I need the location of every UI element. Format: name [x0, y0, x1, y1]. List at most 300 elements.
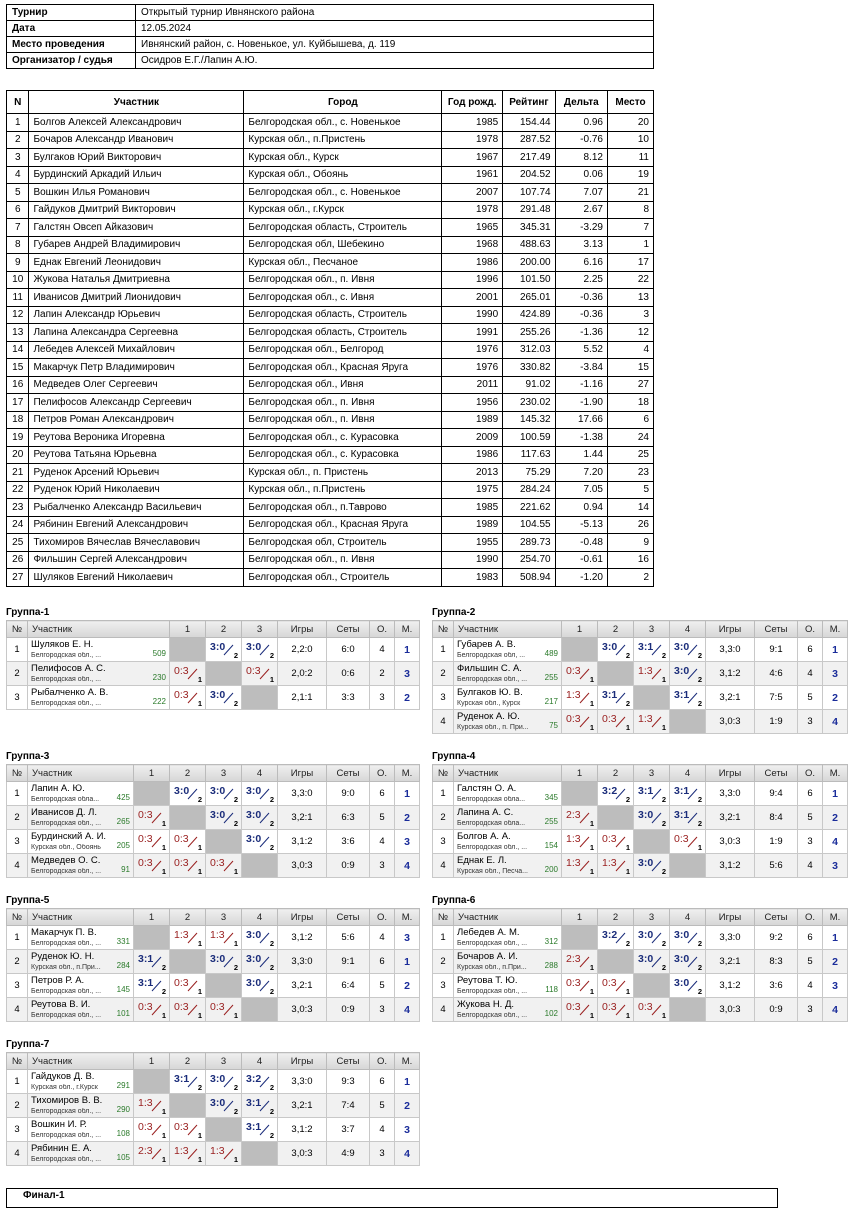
header-participant: Участник	[454, 909, 562, 926]
participant-cell: Бурдинский Аркадий Ильич	[29, 166, 244, 184]
participant-cell: 21	[7, 464, 29, 482]
participant-cell: -1.16	[555, 376, 607, 394]
player-points: 3	[370, 998, 395, 1022]
match-cell	[206, 1142, 242, 1166]
participant-cell: Реутова Вероника Игоревна	[29, 429, 244, 447]
match-points: 1	[161, 819, 166, 828]
match-score: 3:0	[674, 977, 690, 989]
player-rating: 91	[121, 865, 130, 874]
participant-cell: 6	[607, 411, 653, 429]
match-score: 1:3	[210, 1145, 225, 1157]
group-player-row	[7, 998, 420, 1022]
match-score: 1:3	[174, 929, 189, 941]
match-cell	[670, 806, 706, 830]
player-city: Белгородская обл., ...	[31, 939, 102, 947]
match-cell	[170, 854, 206, 878]
player-games: 3,3:0	[278, 1070, 327, 1094]
participant-cell: Белгородская обл., п. Ивня	[244, 394, 442, 412]
participant-cell: 7	[7, 219, 29, 237]
match-cell	[242, 662, 278, 686]
group-table	[6, 1052, 420, 1166]
player-name: Вошкин И. Р.	[31, 1120, 87, 1130]
player-rating: 425	[116, 793, 130, 802]
group-player-row	[433, 998, 848, 1022]
score-slash	[259, 980, 270, 992]
match-result	[170, 1118, 205, 1141]
participant-cell: -0.76	[555, 131, 607, 149]
match-score: 3:2	[246, 1073, 262, 1085]
header-opponent-number: 1	[562, 765, 598, 782]
match-cell	[598, 974, 634, 998]
match-result	[598, 710, 633, 733]
participant-cell: 154.44	[503, 114, 555, 132]
score-slash	[187, 692, 198, 704]
match-points: 2	[625, 939, 630, 948]
player-place: 2	[395, 686, 420, 710]
group-header-row	[7, 621, 420, 638]
match-points: 1	[589, 867, 594, 876]
match-cell	[562, 854, 598, 878]
match-points: 2	[161, 963, 166, 972]
match-result	[206, 926, 241, 949]
header-opponent-number: 4	[242, 765, 278, 782]
match-result	[670, 638, 705, 661]
match-score: 0:3	[566, 665, 581, 677]
player-points: 6	[798, 638, 823, 662]
header-opponent-number: 4	[670, 621, 706, 638]
player-number: 2	[7, 662, 28, 686]
match-cell	[242, 1070, 278, 1094]
participant-cell: Курская обл., г.Курск	[244, 201, 442, 219]
match-score: 0:3	[566, 977, 581, 989]
participant-cell: -0.36	[555, 306, 607, 324]
match-cell	[242, 926, 278, 950]
player-rating: 312	[544, 937, 558, 946]
match-score: 2:3	[566, 809, 581, 821]
group-player-row	[433, 806, 848, 830]
participant-cell: 20	[607, 114, 653, 132]
player-games: 3,3:0	[278, 782, 327, 806]
participant-row	[7, 359, 654, 377]
header-opponent-number: 1	[134, 765, 170, 782]
header-opponent-number: 3	[242, 621, 278, 638]
match-points: 2	[697, 963, 702, 972]
score-slash	[651, 956, 662, 968]
match-cell	[206, 854, 242, 878]
participant-row	[7, 446, 654, 464]
group-player-row	[7, 1070, 420, 1094]
match-points: 1	[625, 987, 630, 996]
participant-cell: Белгородская обл., Красная Яруга	[244, 516, 442, 534]
participant-cell: 345.31	[503, 219, 555, 237]
participant-cell: Белгородская обл., Ивня	[244, 376, 442, 394]
participant-row	[7, 534, 654, 552]
participant-cell: 1986	[442, 446, 503, 464]
score-slash	[259, 644, 270, 656]
header-participant: Участник	[28, 1053, 134, 1070]
player-city: Белгородская обл., ...	[31, 867, 102, 875]
match-result	[634, 806, 669, 829]
self-match-cell	[170, 638, 206, 662]
self-match-cell	[206, 974, 242, 998]
player-cell	[454, 974, 562, 998]
participant-cell: Белгородская обл., п. Ивня	[244, 271, 442, 289]
participant-cell: Лебедев Алексей Михайлович	[29, 341, 244, 359]
player-sets: 6:0	[327, 638, 370, 662]
participant-cell: 25	[7, 534, 29, 552]
player-points: 3	[370, 686, 395, 710]
match-result	[598, 830, 633, 853]
match-result	[634, 926, 669, 949]
match-cell	[670, 974, 706, 998]
group-player-row	[7, 638, 420, 662]
player-games: 3,3:0	[706, 782, 755, 806]
match-points: 1	[233, 1011, 238, 1020]
header-games: Игры	[706, 909, 755, 926]
player-city: Курская обл., п.При...	[457, 963, 527, 971]
match-cell	[170, 926, 206, 950]
player-number: 2	[433, 662, 454, 686]
participant-cell: 12	[7, 306, 29, 324]
player-number: 3	[7, 830, 28, 854]
match-score: 3:0	[674, 641, 690, 653]
match-result	[634, 782, 669, 805]
participant-cell: 104.55	[503, 516, 555, 534]
info-value: 12.05.2024	[136, 21, 654, 37]
match-cell	[634, 638, 670, 662]
self-match-cell	[670, 854, 706, 878]
player-number: 4	[7, 998, 28, 1022]
player-number: 4	[433, 854, 454, 878]
match-score: 3:1	[138, 977, 154, 989]
participant-cell: 204.52	[503, 166, 555, 184]
match-score: 3:0	[174, 785, 190, 797]
player-name: Губарев А. В.	[457, 640, 516, 650]
player-rating: 255	[544, 673, 558, 682]
participant-cell: 117.63	[503, 446, 555, 464]
participant-cell: 75.29	[503, 464, 555, 482]
player-cell	[28, 998, 134, 1022]
match-result	[670, 950, 705, 973]
player-cell	[454, 662, 562, 686]
match-points: 2	[269, 795, 274, 804]
score-slash	[151, 1100, 162, 1112]
participant-row	[7, 201, 654, 219]
match-score: 0:3	[138, 833, 153, 845]
match-points: 1	[161, 843, 166, 852]
header-opponent-number: 2	[206, 621, 242, 638]
participant-cell: -1.90	[555, 394, 607, 412]
participant-cell: 5	[607, 481, 653, 499]
player-cell	[454, 686, 562, 710]
player-place: 4	[395, 854, 420, 878]
player-cell	[28, 782, 134, 806]
participant-cell: 23	[607, 464, 653, 482]
match-score: 3:0	[246, 977, 262, 989]
match-cell	[134, 974, 170, 998]
player-rating: 108	[116, 1129, 130, 1138]
match-cell	[634, 806, 670, 830]
player-games: 3,0:3	[278, 854, 327, 878]
player-points: 3	[370, 1142, 395, 1166]
player-games: 2,0:2	[278, 662, 327, 686]
score-slash	[223, 860, 234, 872]
participant-cell: Курская обл., п. Пристень	[244, 464, 442, 482]
match-score: 0:3	[566, 1001, 581, 1013]
match-score: 0:3	[174, 1121, 189, 1133]
match-score: 0:3	[138, 857, 153, 869]
score-slash	[579, 836, 590, 848]
match-result	[242, 830, 277, 853]
match-score: 3:0	[210, 689, 226, 701]
match-points: 2	[269, 1107, 274, 1116]
player-games: 3,2:1	[706, 806, 755, 830]
participant-cell: 27	[607, 376, 653, 394]
header-opponent-number: 2	[598, 909, 634, 926]
header-sets: Сеты	[327, 621, 370, 638]
participant-cell: 100.59	[503, 429, 555, 447]
player-rating: 265	[116, 817, 130, 826]
match-points: 1	[233, 867, 238, 876]
participant-cell: 19	[607, 166, 653, 184]
participant-cell: 1	[7, 114, 29, 132]
participant-cell: 1985	[442, 114, 503, 132]
match-result	[598, 686, 633, 709]
participant-row	[7, 464, 654, 482]
score-slash	[579, 980, 590, 992]
participant-row	[7, 236, 654, 254]
participant-cell: Белгородская обл., п. Ивня	[244, 551, 442, 569]
player-name: Руденок Ю. Н.	[31, 952, 95, 962]
group-player-row	[7, 950, 420, 974]
participant-cell: Курская обл., Курск	[244, 149, 442, 167]
match-result	[242, 662, 277, 685]
info-value: Открытый турнир Ивнянского района	[136, 5, 654, 21]
match-cell	[670, 686, 706, 710]
participant-cell: 1956	[442, 394, 503, 412]
player-number: 1	[433, 926, 454, 950]
header-opponent-number: 3	[634, 621, 670, 638]
player-number: 3	[433, 830, 454, 854]
participant-cell: 17	[607, 254, 653, 272]
group-2	[432, 607, 848, 734]
match-points: 1	[625, 843, 630, 852]
player-sets: 6:4	[327, 974, 370, 998]
match-result	[670, 926, 705, 949]
player-number: 3	[7, 1118, 28, 1142]
group-player-row	[7, 974, 420, 998]
group-title: Группа-3	[6, 751, 50, 762]
match-result	[206, 854, 241, 877]
header-opponent-number: 1	[562, 909, 598, 926]
match-result	[562, 854, 597, 877]
player-sets: 1:9	[755, 710, 798, 734]
participant-row	[7, 324, 654, 342]
player-name: Реутова Т. Ю.	[457, 976, 518, 986]
participant-cell: Руденок Юрий Николаевич	[29, 481, 244, 499]
header-games: Игры	[706, 765, 755, 782]
participant-cell: -1.38	[555, 429, 607, 447]
player-points: 5	[370, 806, 395, 830]
score-slash	[615, 716, 626, 728]
self-match-cell	[242, 686, 278, 710]
player-points: 4	[370, 830, 395, 854]
player-rating: 222	[152, 697, 166, 706]
participant-cell: 1996	[442, 271, 503, 289]
match-points: 2	[197, 795, 202, 804]
group-player-row	[433, 974, 848, 998]
match-cell	[670, 830, 706, 854]
score-slash	[187, 1004, 198, 1016]
self-match-cell	[170, 806, 206, 830]
match-result	[134, 1142, 169, 1165]
player-place: 1	[395, 950, 420, 974]
player-sets: 9:3	[327, 1070, 370, 1094]
participant-cell: 22	[607, 271, 653, 289]
participant-cell: 18	[607, 394, 653, 412]
column-header: Город	[244, 91, 442, 114]
player-cell	[28, 830, 134, 854]
group-title: Группа-7	[6, 1039, 50, 1050]
score-slash	[615, 788, 626, 800]
player-rating: 205	[116, 841, 130, 850]
participant-cell: Белгородская область, Строитель	[244, 306, 442, 324]
score-slash	[223, 1148, 234, 1160]
match-points: 2	[233, 819, 238, 828]
match-result	[634, 638, 669, 661]
player-place: 1	[395, 782, 420, 806]
group-1	[6, 607, 420, 710]
player-sets: 4:9	[327, 1142, 370, 1166]
match-score: 3:0	[246, 953, 262, 965]
participant-cell: 18	[7, 411, 29, 429]
match-result	[562, 830, 597, 853]
match-result	[634, 998, 669, 1021]
group-table	[6, 908, 420, 1022]
score-slash	[579, 956, 590, 968]
participant-cell: 2	[7, 131, 29, 149]
participant-cell: 1989	[442, 516, 503, 534]
participant-cell: 1976	[442, 341, 503, 359]
participant-cell: Лапин Александр Юрьевич	[29, 306, 244, 324]
info-value: Ивнянский район, с. Новенькое, ул. Куйбышева, д. 119	[136, 37, 654, 53]
score-slash	[223, 1076, 234, 1088]
player-games: 2,2:0	[278, 638, 327, 662]
player-cell	[454, 854, 562, 878]
player-cell	[454, 950, 562, 974]
participant-cell: 10	[7, 271, 29, 289]
match-result	[170, 686, 205, 709]
participant-cell: 107.74	[503, 184, 555, 202]
participant-cell: -0.36	[555, 289, 607, 307]
participant-cell: 1975	[442, 481, 503, 499]
score-slash	[651, 668, 662, 680]
match-score: 3:0	[674, 953, 690, 965]
player-place: 3	[823, 854, 848, 878]
player-points: 6	[798, 926, 823, 950]
match-cell	[242, 806, 278, 830]
score-slash	[651, 860, 662, 872]
score-slash	[187, 860, 198, 872]
group-player-row	[433, 950, 848, 974]
participant-cell: 1965	[442, 219, 503, 237]
group-player-row	[433, 638, 848, 662]
participant-cell: Лапина Александра Сергеевна	[29, 324, 244, 342]
participant-cell: 2	[607, 569, 653, 587]
info-label: Турнир	[7, 5, 136, 21]
player-place: 2	[395, 974, 420, 998]
match-points: 1	[697, 843, 702, 852]
player-place: 3	[395, 830, 420, 854]
participant-cell: 1968	[442, 236, 503, 254]
header-num: №	[433, 621, 454, 638]
group-header-row	[433, 909, 848, 926]
header-opponent-number: 1	[134, 1053, 170, 1070]
participant-cell: 15	[607, 359, 653, 377]
match-points: 2	[625, 651, 630, 660]
match-result	[634, 662, 669, 685]
score-slash	[187, 668, 198, 680]
participant-row	[7, 499, 654, 517]
group-7	[6, 1039, 420, 1166]
participant-cell: 508.94	[503, 569, 555, 587]
match-points: 1	[161, 1011, 166, 1020]
group-6	[432, 895, 848, 1022]
participant-cell: 7.07	[555, 184, 607, 202]
player-cell	[28, 1118, 134, 1142]
participant-cell: Болгов Алексей Александрович	[29, 114, 244, 132]
player-cell	[454, 926, 562, 950]
player-cell	[28, 806, 134, 830]
match-score: 3:0	[674, 665, 690, 677]
match-result	[134, 950, 169, 973]
participant-cell: 7.20	[555, 464, 607, 482]
player-points: 6	[370, 950, 395, 974]
player-sets: 9:4	[755, 782, 798, 806]
participant-cell: 14	[607, 499, 653, 517]
score-slash	[187, 1148, 198, 1160]
player-name: Булгаков Ю. В.	[457, 688, 523, 698]
score-slash	[687, 980, 698, 992]
match-points: 2	[269, 987, 274, 996]
score-slash	[223, 1004, 234, 1016]
player-name: Руденок А. Ю.	[457, 712, 520, 722]
score-slash	[259, 932, 270, 944]
match-result	[206, 1142, 241, 1165]
match-cell	[634, 998, 670, 1022]
header-sets: Сеты	[755, 621, 798, 638]
header-participant: Участник	[28, 765, 134, 782]
match-result	[242, 926, 277, 949]
participant-cell: 4	[7, 166, 29, 184]
participant-cell: -0.61	[555, 551, 607, 569]
participant-cell: 5	[7, 184, 29, 202]
match-result	[634, 950, 669, 973]
participant-cell: -0.48	[555, 534, 607, 552]
group-player-row	[7, 1118, 420, 1142]
group-table	[6, 620, 420, 710]
info-row	[7, 37, 654, 53]
participant-cell: Курская обл., п.Пристень	[244, 481, 442, 499]
match-score: 0:3	[674, 833, 689, 845]
match-cell	[170, 1118, 206, 1142]
player-city: Белгородская обл., ...	[457, 939, 528, 947]
player-city: Белгородская обл., ...	[31, 675, 102, 683]
column-header: N	[7, 91, 29, 114]
self-match-cell	[242, 1142, 278, 1166]
player-sets: 8:3	[755, 950, 798, 974]
player-rating: 105	[116, 1153, 130, 1162]
